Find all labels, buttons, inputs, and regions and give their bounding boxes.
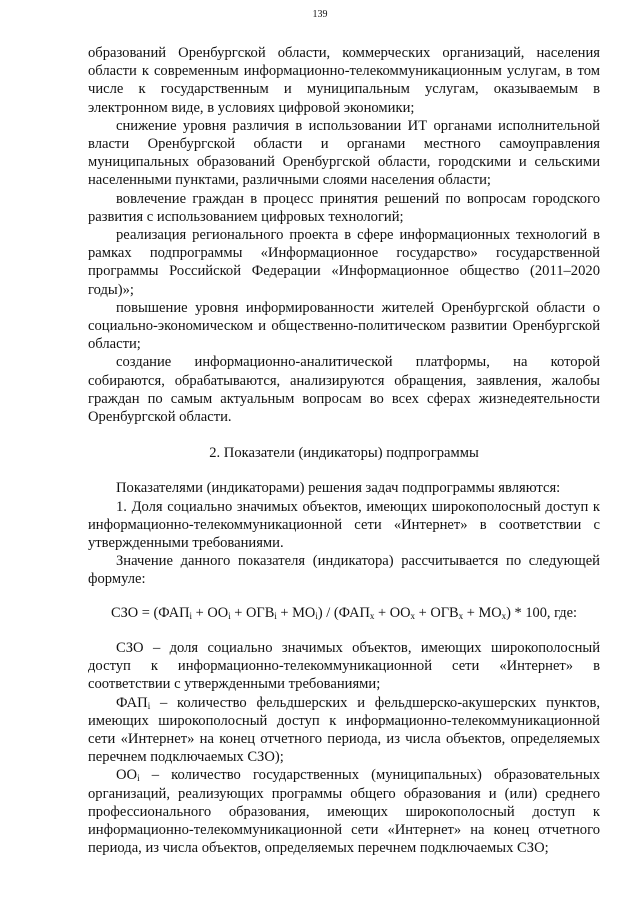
paragraph: образований Оренбургской области, коммерческих организаций, населения области к современным информационно-телекоммуникационным услугам, в том числе к государственным и муниципальным услугам, оказываемым в электронном виде, в условиях цифровой экономики; <box>88 45 600 116</box>
document-body <box>88 44 600 857</box>
section-heading: 2. Показатели (индикаторы) подпрограммы <box>209 445 479 462</box>
formula: СЗО = $(ФАП_i + ОО_i + ОГВ_i + МО_i) / (ФАП_x + ОО_x + ОГВ_x + МО_x) * 100$, где: <box>110 604 577 621</box>
definition: СЗО – доля социально значимых объектов, имеющих широкополосный доступ к информационно-телекоммуникационной сети «Интернет» в соответствии с утвержденными требованиями; <box>88 639 600 693</box>
paragraph: создание информационно-аналитической платформы, на которой собираются, обрабатываются, анализируются обращения, заявления, жалобы граждан по самым актуальным вопросам во всех сферах жизнедеятельности Оренбургской области. <box>88 354 600 426</box>
paragraph: реализация регионального проекта в сфере информационных технологий в рамках подпрограммы «Информационное государство» государственной программы Российской Федерации «Информационное общество (2011–2020 годы)»; <box>88 227 600 298</box>
paragraph: 1. Доля социально значимых объектов, имеющих широкополосный доступ к информационно-телекоммуникационной сети «Интернет» в соответствии с утвержденными требованиями. <box>88 498 600 552</box>
definition: $ОО_i$ – количество государственных (муниципальных) образовательных организаций, реализующих программы общего образования и (или) среднего профессионального образования, имеющих широкополосный доступ к информационно-телекоммуникационной сети «Интернет» на конец отчетного периода, из числа объектов, определяемых перечнем подключаемых СЗО; <box>88 767 600 857</box>
page-number: 139 <box>312 9 328 20</box>
paragraph: вовлечение граждан в процесс принятия решений по вопросам городского развития с использованием цифровых технологий; <box>88 190 600 225</box>
paragraph: Показателями (индикаторами) решения задач подпрограммы являются: <box>116 480 561 497</box>
paragraph: снижение уровня различия в использовании ИТ органами исполнительной власти Оренбургской области и органами местного самоуправления муниципальных образований Оренбургской области, городскими и сельскими населенными пунктами, различными слоями населения области; <box>88 117 600 189</box>
paragraph: повышение уровня информированности жителей Оренбургской области о социально-экономическом и общественно-политическом развитии Оренбургской области; <box>88 299 600 353</box>
paragraph: Значение данного показателя (индикатора) рассчитывается по следующей формуле: <box>88 553 600 588</box>
definition: $ФАП_i$ – количество фельдшерских и фельдшерско-акушерских пунктов, имеющих широкополосный доступ к информационно-телекоммуникационной сети «Интернет» на конец отчетного периода, из числа объектов, определяемых перечнем подключаемых СЗО); <box>88 694 600 766</box>
